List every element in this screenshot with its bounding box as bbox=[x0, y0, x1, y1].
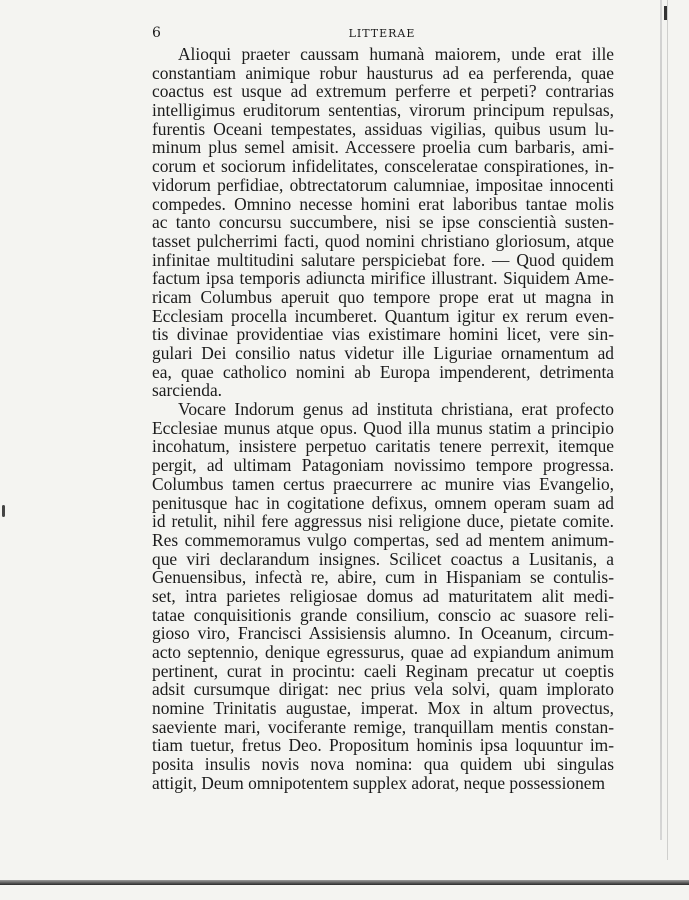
text-line: penitusque hac in cogitatione defixus, omnem operam suam ad bbox=[152, 492, 614, 513]
page-number: 6 bbox=[152, 25, 161, 41]
text-line: tiam tuetur, fretus Deo. Propositum hominis ipsa loquuntur im- bbox=[152, 735, 614, 756]
text-line: tasset pulcherrimi facti, quod nomini christiano gloriosum, atque bbox=[152, 230, 614, 251]
body-text bbox=[152, 45, 614, 793]
text-line: infinitae multitudini salutare perspiciebat fore. — Quod quidem bbox=[152, 249, 614, 270]
text-line: ac tanto concursu succumbere, nisi se ipse conscientià susten- bbox=[152, 212, 614, 233]
text-line: attigit, Deum omnipotentem supplex adorat, neque possessionem bbox=[152, 772, 606, 793]
scan-bottom-edge bbox=[0, 880, 689, 885]
text-line: intelligimus eruditorum sententias, virorum principum repulsas, bbox=[152, 100, 614, 121]
running-title: LITTERAE bbox=[348, 27, 416, 40]
text-line: constantiam animique robur hausturus ad ea perferenda, quae bbox=[152, 62, 614, 83]
text-line: acto septennio, denique egressurus, quae ad expiandum animum bbox=[152, 642, 614, 662]
text-line: sarcienda. bbox=[152, 380, 223, 401]
scan-page-edge bbox=[660, 0, 662, 840]
text-line: tatae conquisitionis grande consilium, conscio ac suasore reli- bbox=[152, 604, 614, 625]
text-line: furentis Oceani tempestates, assiduas vigilias, quibus usum lu- bbox=[152, 118, 614, 139]
text-line: coactus est usque ad extremum perferre et perpeti? contrarias bbox=[152, 81, 614, 102]
text-line: set, intra parietes religiosae domus ad maturitatem alit medi- bbox=[152, 585, 614, 606]
text-line: corum et sociorum infidelitates, consceleratae conspirationes, in- bbox=[152, 156, 614, 177]
text-line: que viri declarandum insignes. Scilicet coactus a Lusitanis, a bbox=[152, 548, 614, 569]
text-line: saeviente mari, vociferante remige, tranquillam mentis constan- bbox=[152, 716, 614, 737]
text-line: id retulit, nihil fere aggressus nisi religione duce, pietate comite. bbox=[152, 511, 614, 532]
text-line: Ecclesiam procella incumberet. Quantum igitur ex rerum even- bbox=[152, 305, 614, 326]
text-line: adsit cursumque dirigat: nec prius vela solvi, quam implorato bbox=[152, 679, 614, 700]
text-line: incohatum, insistere perpetuo caritatis tenere perrexit, itemque bbox=[152, 436, 614, 457]
page-header bbox=[152, 25, 612, 43]
text-line: pertinent, curat in procintu: caeli Reginam precatur ut coeptis bbox=[152, 660, 614, 681]
text-line: posita insulis novis nova nomina: qua quidem ubi singulas bbox=[152, 754, 614, 775]
text-line: Columbus tamen certus praecurrere ac munire vias Evangelio, bbox=[152, 473, 614, 494]
text-line: Res commemoramus vulgo compertas, sed ad mentem animum- bbox=[152, 529, 614, 550]
text-line: Vocare Indorum genus ad instituta christiana, erat profecto bbox=[178, 399, 614, 420]
text-line: tis divinae providentiae vias existimare homini licet, vere sin- bbox=[152, 324, 614, 345]
text-line: gioso viro, Francisci Assisiensis alumno. In Oceanum, circum- bbox=[152, 623, 614, 644]
text-line: factum ipsa temporis adiuncta mirifice illustrant. Siquidem Ame- bbox=[152, 268, 614, 289]
text-line: ricam Columbus aperuit quo tempore prope erat ut magna in bbox=[152, 286, 614, 307]
text-line: gulari Dei consilio natus videtur ille Liguriae ornamentum ad bbox=[152, 343, 614, 363]
text-line: nomine Trinitatis augustae, imperat. Mox in altum provectus, bbox=[152, 698, 614, 719]
scan-page-edge-secondary bbox=[667, 0, 668, 860]
text-line: compedes. Omnino necesse homini erat laboribus tantae molis bbox=[152, 193, 614, 214]
text-line: Genuensibus, infectà re, abire, cum in Hispaniam se contulis- bbox=[152, 567, 614, 588]
text-line: Ecclesiae munus atque opus. Quod illa munus statim a principio bbox=[152, 417, 614, 438]
scan-artifact-left bbox=[2, 505, 5, 517]
text-line: minum plus semel amisit. Accessere proelia cum barbaris, ami- bbox=[152, 137, 614, 158]
text-line: pergit, ad ultimam Patagoniam novissimo tempore progressa. bbox=[152, 455, 614, 476]
text-line: vidorum perfidiae, obtrectatorum calumniae, impositae innocenti bbox=[152, 174, 614, 195]
text-line: Alioqui praeter caussam humanà maiorem, unde erat ille bbox=[178, 44, 614, 64]
paragraph bbox=[152, 45, 614, 400]
paragraph bbox=[152, 400, 614, 792]
text-line: ea, quae catholico nomini ab Europa impenderent, detrimenta bbox=[152, 361, 614, 382]
